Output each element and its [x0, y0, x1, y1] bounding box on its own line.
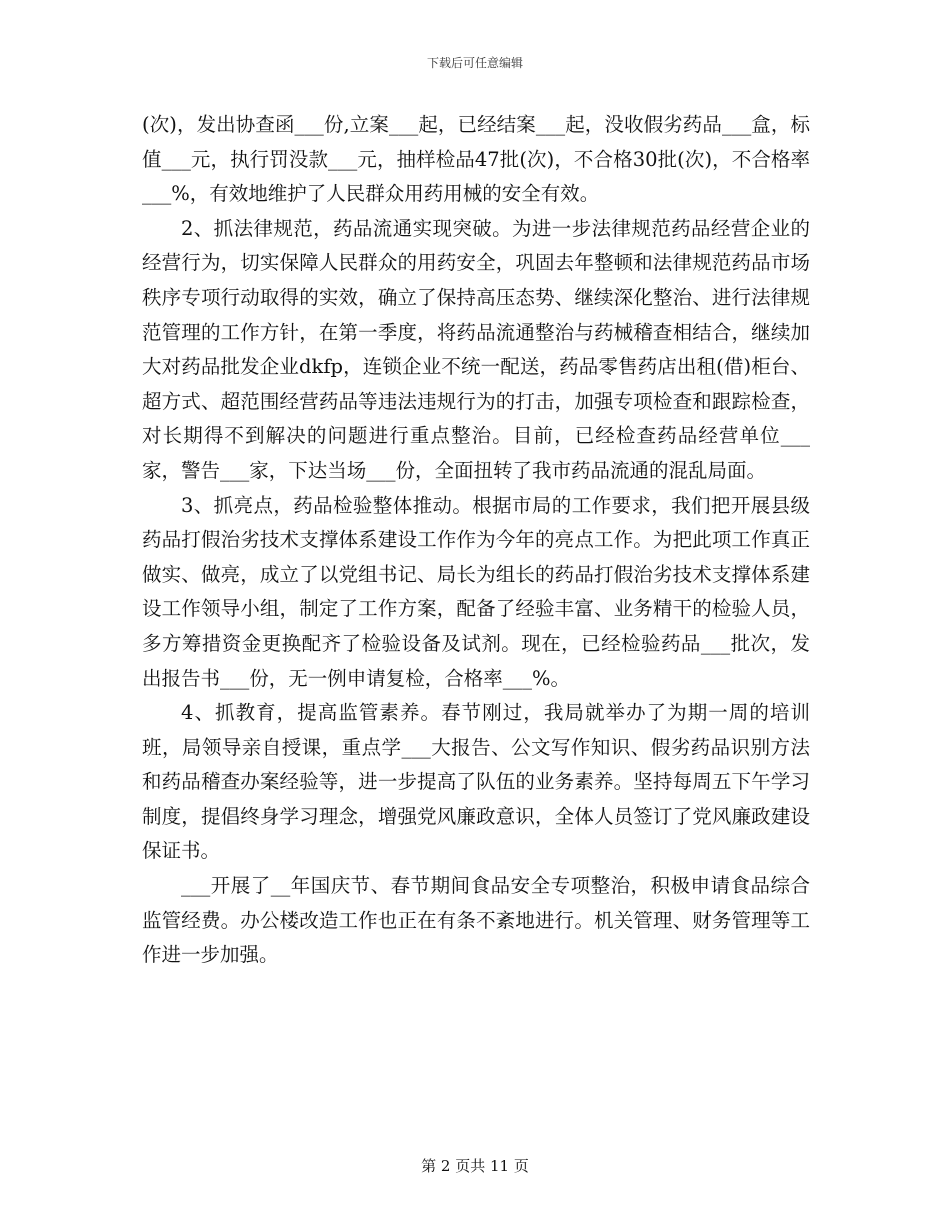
page-header: 下载后可任意编辑	[426, 56, 523, 70]
document-body	[142, 108, 810, 973]
paragraph-continuation: (次)，发出协查函___份,立案___起，已经结案___起，没收假劣药品___盒，标值___元，执行罚没款___元，抽样检品47批(次)，不合格30批(次)，不合格率___%，有效地维护了人民群众用药用械的安全有效。	[142, 113, 810, 206]
page-number: 第 2 页共 11 页	[421, 1157, 529, 1175]
paragraph-law-regulation: 2、抓法律规范，药品流通实现突破。为进一步法律规范药品经营企业的经营行为，切实保障人民群众的用药安全，巩固去年整顿和法律规范药品市场秩序专项行动取得的实效，确立了保持高压态势、继续深化整治、进行法律规范管理的工作方针，在第一季度，将药品流通整治与药械稽查相结合，继续加大对药品批发企业dkfp，连锁企业不统一配送，药品零售药店出租(借)柜台、超方式、超范围经营药品等违法违规行为的打击，加强专项检查和跟踪检查，对长期得不到解决的问题进行重点整治。目前，已经检查药品经营单位___家，警告___家，下达当场___份，全面扭转了我市药品流通的混乱局面。	[142, 216, 810, 482]
paragraph-food-safety: ___开展了__年国庆节、春节期间食品安全专项整治，积极申请食品综合监管经费。办公楼改造工作也正在有条不紊地进行。机关管理、财务管理等工作进一步加强。	[142, 874, 810, 967]
paragraph-highlight-inspection: 3、抓亮点，药品检验整体推动。根据市局的工作要求，我们把开展县级药品打假治劣技术支撑体系建设工作作为今年的亮点工作。为把此项工作真正做实、做亮，成立了以党组书记、局长为组长的药品打假治劣技术支撑体系建设工作领导小组，制定了工作方案，配备了经验丰富、业务精干的检验人员，多方筹措资金更换配齐了检验设备及试剂。现在，已经检验药品___批次，发出报告书___份，无一例申请复检，合格率___%。	[142, 493, 810, 690]
paragraph-education: 4、抓教育，提高监管素养。春节刚过，我局就举办了为期一周的培训班，局领导亲自授课，重点学___大报告、公文写作知识、假劣药品识别方法和药品稽查办案经验等，进一步提高了队伍的业务素养。坚持每周五下午学习制度，提倡终身学习理念，增强党风廉政意识，全体人员签订了党风廉政建设保证书。	[142, 701, 810, 863]
